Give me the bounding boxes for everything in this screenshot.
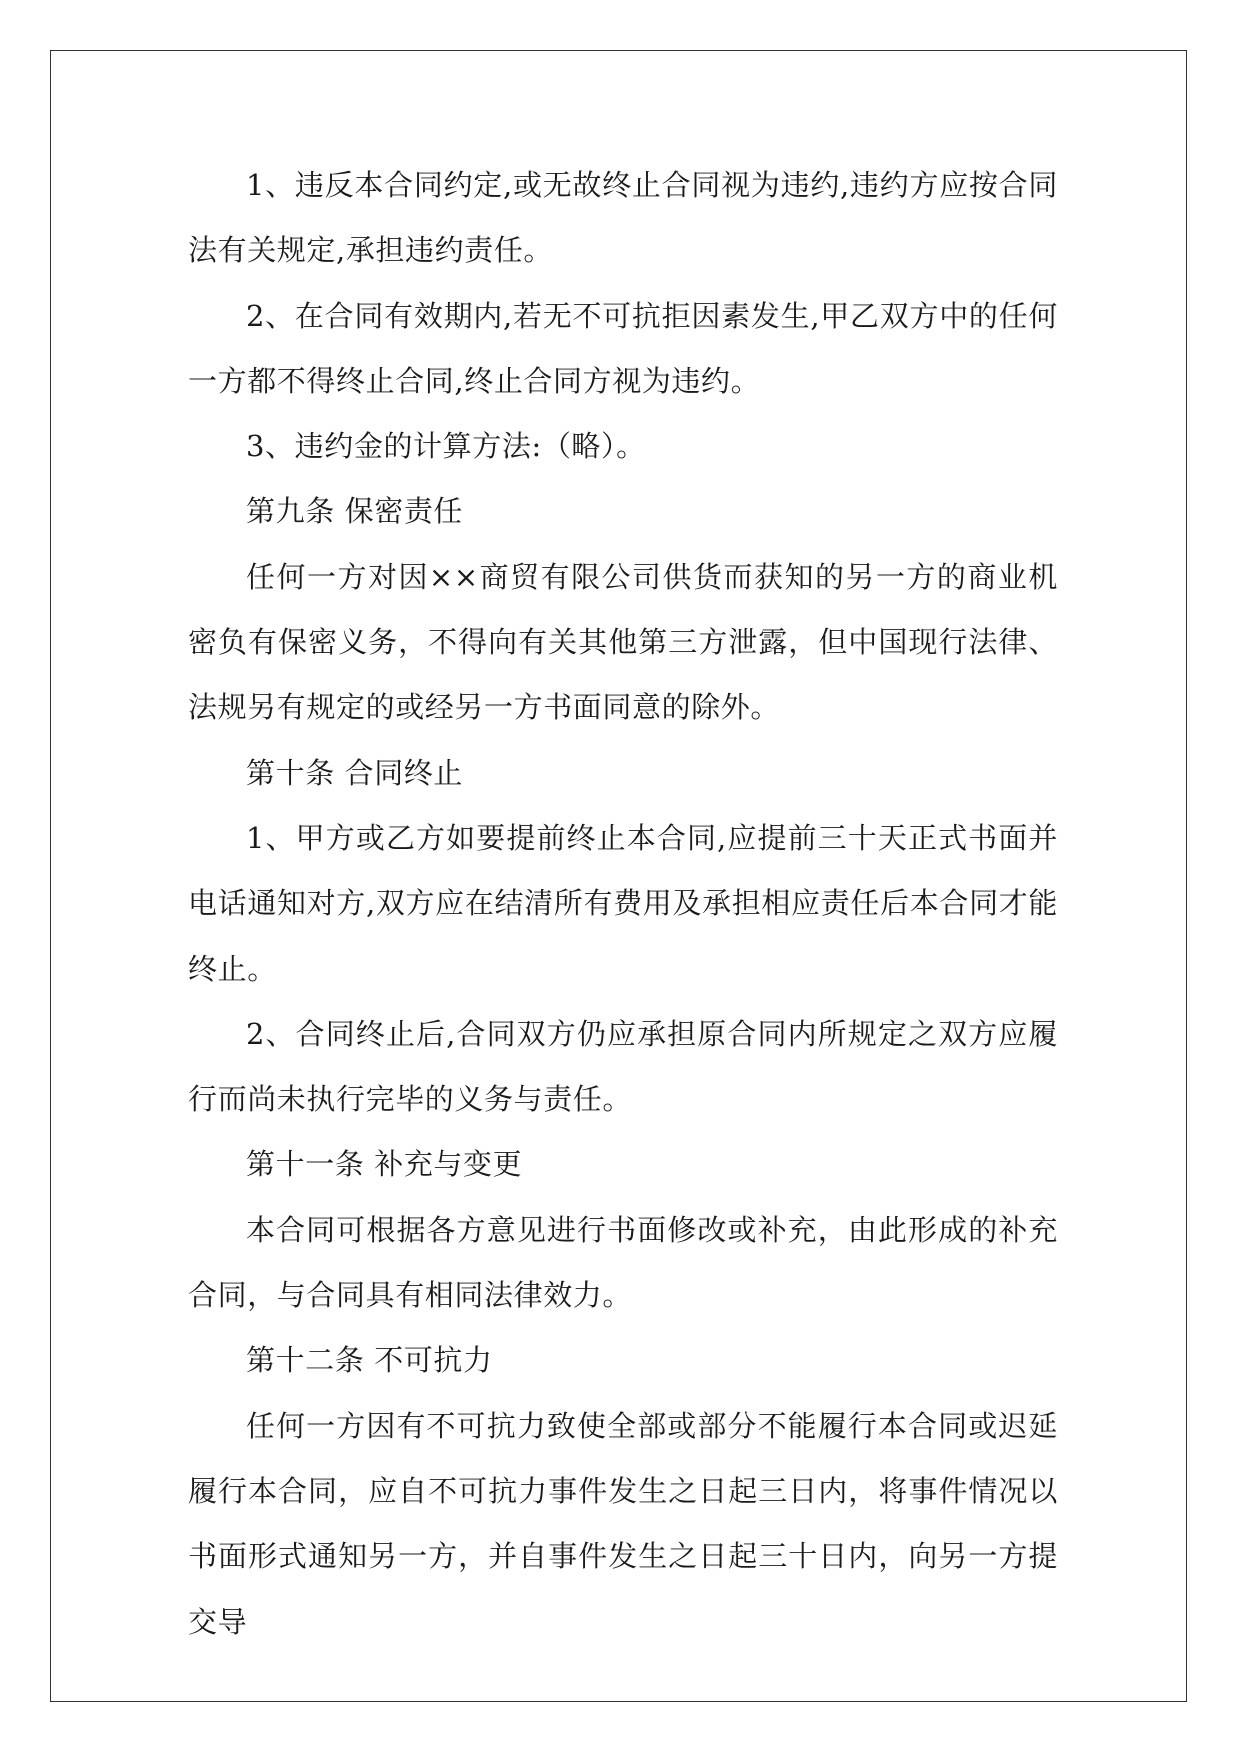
clause-1-breach: 1、违反本合同约定,或无故终止合同视为违约,违约方应按合同法有关规定,承担违约责任。	[188, 168, 1058, 268]
article-12-body: 任何一方因有不可抗力致使全部或部分不能履行本合同或迟延履行本合同，应自不可抗力事件发生之日起三日内，将事件情况以书面形式通知另一方，并自事件发生之日起三十日内，向另一方提交导	[188, 1408, 1058, 1639]
article-10-clause-2: 2、合同终止后,合同双方仍应承担原合同内所规定之双方应履行而尚未执行完毕的义务与责任。	[188, 1016, 1058, 1117]
article-9-body: 任何一方对因××商贸有限公司供货而获知的另一方的商业机密负有保密义务，不得向有关其他第三方泄露，但中国现行法律、法规另有规定的或经另一方书面同意的除外。	[188, 559, 1058, 725]
clause-2-termination-forbidden: 2、在合同有效期内,若无不可抗拒因素发生,甲乙双方中的任何一方都不得终止合同,终止合同方视为违约。	[188, 298, 1058, 398]
document-body	[188, 153, 1058, 1655]
article-12-heading: 第十二条 不可抗力	[246, 1343, 493, 1378]
clause-3-penalty-calculation: 3、违约金的计算方法:（略）。	[246, 429, 646, 464]
article-11-heading: 第十一条 补充与变更	[246, 1147, 523, 1182]
article-9-heading: 第九条 保密责任	[246, 494, 464, 529]
article-10-heading: 第十条 合同终止	[246, 755, 464, 790]
article-11-body: 本合同可根据各方意见进行书面修改或补充，由此形成的补充合同，与合同具有相同法律效力。	[188, 1212, 1058, 1313]
article-10-clause-1: 1、甲方或乙方如要提前终止本合同,应提前三十天正式书面并电话通知对方,双方应在结清所有费用及承担相应责任后本合同才能终止。	[188, 820, 1058, 986]
